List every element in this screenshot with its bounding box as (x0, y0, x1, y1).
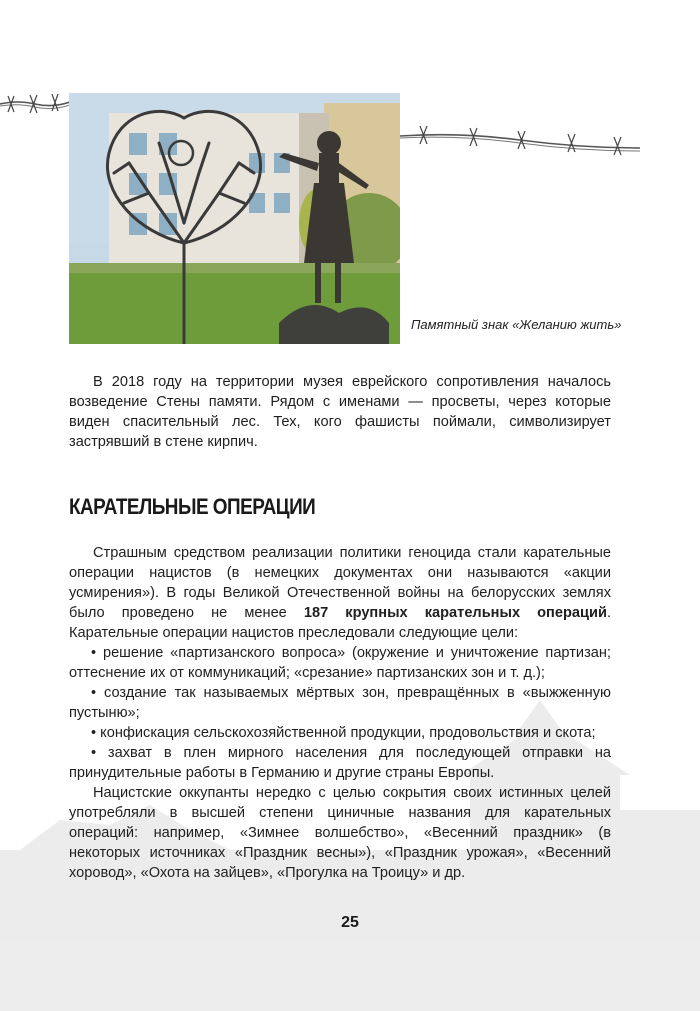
bullet-item: • решение «партизанского вопроса» (окружение и уничтожение партизан; оттеснение их от коммуникаций; «срезание» партизанских зон и т. д.); (69, 645, 611, 681)
memorial-sculpture-image (69, 93, 400, 344)
body-p1-bold: 187 крупных карательных операций (303, 605, 607, 621)
bullet-item: • конфискация сельскохозяйственной продукции, продовольствия и скота; (91, 725, 596, 741)
intro-paragraph (69, 372, 611, 452)
section-heading: КАРАТЕЛЬНЫЕ ОПЕРАЦИИ (69, 494, 316, 519)
bullet-item: • захват в плен мирного населения для последующей отправки на принудительные работы в Германию и другие страны Европы. (69, 745, 611, 781)
bullet-item: • создание так называемых мёртвых зон, превращённых в «выжженную пустыню»; (69, 685, 611, 721)
memorial-photo (69, 93, 400, 344)
barbed-wire-right (400, 122, 640, 162)
photo-caption: Памятный знак «Желанию жить» (411, 317, 622, 332)
page-number: 25 (341, 914, 359, 931)
body-p1-end: . Карательные операции нацистов преследовали следующие цели: (69, 605, 611, 641)
intro-paragraph-text: В 2018 году на территории музея еврейского сопротивления началось возведение Стены памяти. Рядом с именами — просветы, через которые виден спасительный лес. Тех, кого фашисты поймали, символизирует застрявший в стене кирпич. (69, 374, 611, 450)
body-paragraph-1 (69, 543, 611, 643)
barbed-wire-left (0, 86, 70, 122)
section-body (69, 543, 611, 883)
body-p1-start: Страшным средством реализации политики геноцида стали карательные операции нацистов (в немецких документах они называются «акции усмирения»). В годы Великой Отечественной войны на белорусских землях было проведено не менее (69, 545, 611, 621)
page-footer-band (0, 928, 700, 1011)
body-paragraph-last: Нацистские оккупанты нередко с целью сокрытия своих истинных целей употребляли в высшей степени циничные названия для карательных операций: например, «Зимнее волшебство», «Весенний праздник» (в некоторых источниках «Праздник весны»), «Праздник урожая», «Весенний хоровод», «Охота на зайцев», «Прогулка на Троицу» и др. (69, 785, 611, 881)
